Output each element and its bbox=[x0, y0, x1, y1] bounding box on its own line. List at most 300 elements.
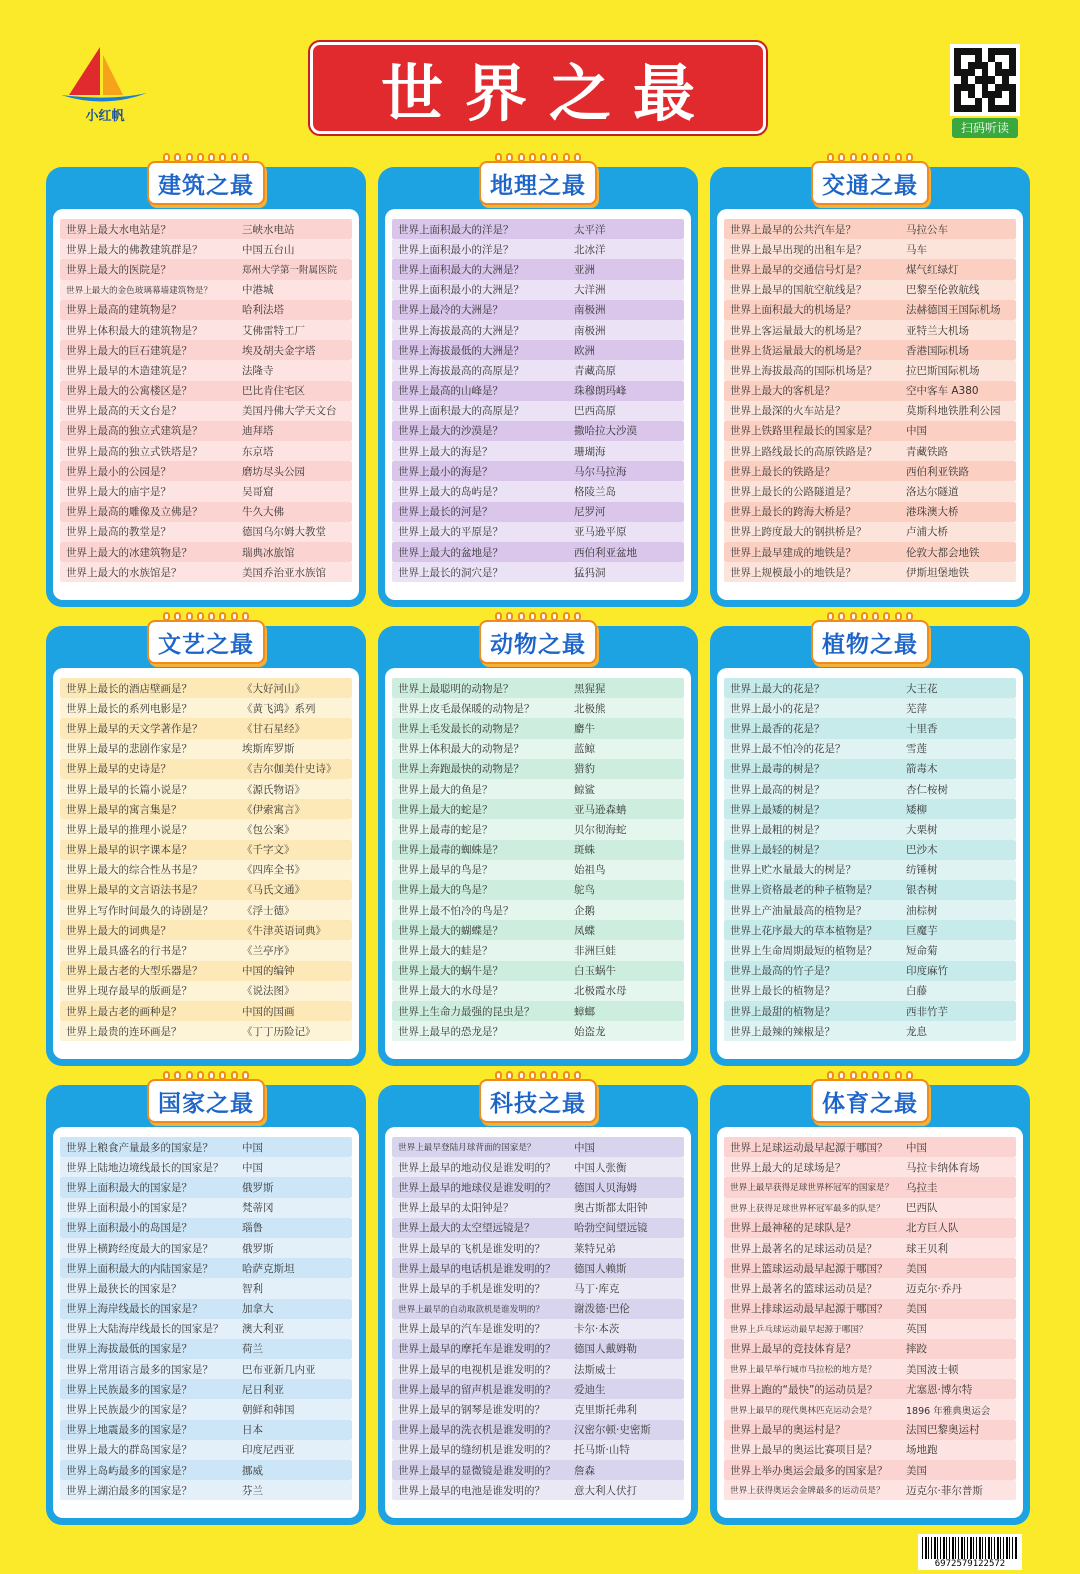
answer: 巨魔芋 bbox=[906, 924, 938, 937]
list-item bbox=[392, 1137, 684, 1157]
list-item bbox=[60, 542, 352, 562]
answer: 马拉卡纳体育场 bbox=[906, 1161, 980, 1174]
answer: 尼罗河 bbox=[574, 506, 606, 519]
answer: 迈克尔·菲尔普斯 bbox=[906, 1484, 983, 1497]
answer: 中国的编钟 bbox=[242, 965, 295, 978]
question: 世界上最长的洞穴是？ bbox=[398, 566, 503, 579]
list-item bbox=[60, 1319, 352, 1339]
answer: 空中客车 A380 bbox=[906, 385, 979, 398]
list-item bbox=[392, 1021, 684, 1041]
question: 世界上面积最大的内陆国家是？ bbox=[66, 1262, 213, 1275]
panel-heading bbox=[147, 1079, 265, 1123]
list-item bbox=[724, 360, 1016, 380]
question: 世界上最矮的树是？ bbox=[730, 803, 825, 816]
list-item bbox=[392, 1480, 684, 1500]
question: 世界上海岸线最长的国家是？ bbox=[66, 1303, 203, 1316]
list-item bbox=[724, 1379, 1016, 1399]
question: 世界上最聪明的动物是？ bbox=[398, 682, 514, 695]
answer: 猎豹 bbox=[574, 763, 595, 776]
question: 世界上最大的佛教建筑群是？ bbox=[66, 243, 203, 256]
list-item bbox=[724, 1359, 1016, 1379]
panel-title: 建筑之最 bbox=[158, 172, 254, 199]
question: 世界上湖泊最多的国家是？ bbox=[66, 1484, 192, 1497]
list-item bbox=[392, 860, 684, 880]
answer: 场地跑 bbox=[906, 1444, 938, 1457]
answer: 美国 bbox=[906, 1303, 927, 1316]
list-item bbox=[392, 840, 684, 860]
answer: 十里香 bbox=[906, 722, 938, 735]
panel-list bbox=[385, 668, 691, 1059]
list-item bbox=[724, 900, 1016, 920]
answer: 中国 bbox=[906, 1141, 927, 1154]
list-item bbox=[724, 542, 1016, 562]
list-item bbox=[392, 522, 684, 542]
question: 世界上最早的文言语法书是？ bbox=[66, 884, 203, 897]
list-item bbox=[392, 441, 684, 461]
list-item bbox=[60, 1420, 352, 1440]
answer: 巴沙木 bbox=[906, 844, 938, 857]
question: 世界上最大的海是？ bbox=[398, 445, 493, 458]
answer: 西伯利亚铁路 bbox=[906, 465, 969, 478]
list-item bbox=[392, 940, 684, 960]
list-item bbox=[392, 381, 684, 401]
brand-name: 小红帆 bbox=[85, 109, 125, 124]
answer: 《大好河山》 bbox=[242, 682, 305, 695]
list-item bbox=[724, 718, 1016, 738]
question: 世界上规模最小的地铁是？ bbox=[730, 566, 856, 579]
question: 世界上最早的推理小说是？ bbox=[66, 823, 192, 836]
answer: 北极霞水母 bbox=[574, 985, 627, 998]
question: 世界上最高的竹子是？ bbox=[730, 965, 835, 978]
question: 世界上体积最大的建筑物是？ bbox=[66, 324, 203, 337]
list-item bbox=[392, 1379, 684, 1399]
question: 世界上最大的蜗牛是？ bbox=[398, 965, 503, 978]
panel-2 bbox=[378, 167, 698, 607]
question: 世界上最大水电站是？ bbox=[66, 223, 171, 236]
list-item bbox=[60, 1339, 352, 1359]
list-item bbox=[724, 799, 1016, 819]
list-item bbox=[392, 542, 684, 562]
list-item bbox=[60, 259, 352, 279]
question: 世界上最长的公路隧道是？ bbox=[730, 486, 856, 499]
panel-title: 地理之最 bbox=[490, 172, 586, 199]
answer: 俄罗斯 bbox=[242, 1181, 274, 1194]
answer: 俄罗斯 bbox=[242, 1242, 274, 1255]
question: 世界上最早的电视机是谁发明的？ bbox=[398, 1363, 556, 1376]
list-item bbox=[60, 522, 352, 542]
question: 世界上最早的长篇小说是？ bbox=[66, 783, 192, 796]
list-item bbox=[724, 320, 1016, 340]
question: 世界上路线最长的高原铁路是？ bbox=[730, 445, 877, 458]
answer: 拉巴斯国际机场 bbox=[906, 364, 980, 377]
barcode-lines bbox=[922, 1537, 1018, 1559]
panel-heading bbox=[479, 1079, 597, 1123]
list-item bbox=[60, 481, 352, 501]
question: 世界上最早的木造建筑是？ bbox=[66, 364, 192, 377]
question: 世界上最大的水母是？ bbox=[398, 985, 503, 998]
answer: 珠穆朗玛峰 bbox=[574, 385, 627, 398]
list-item bbox=[60, 840, 352, 860]
question: 世界上最神秘的足球队是？ bbox=[730, 1222, 856, 1235]
answer: 香港国际机场 bbox=[906, 344, 969, 357]
list-item bbox=[724, 481, 1016, 501]
list-item bbox=[60, 441, 352, 461]
panel-7 bbox=[46, 1085, 366, 1525]
list-item bbox=[724, 239, 1016, 259]
question: 世界上最大的鱼是？ bbox=[398, 783, 493, 796]
list-item bbox=[724, 779, 1016, 799]
answer: 油棕树 bbox=[906, 904, 938, 917]
question: 世界上岛屿最多的国家是？ bbox=[66, 1464, 192, 1477]
list-item bbox=[392, 300, 684, 320]
list-item bbox=[60, 421, 352, 441]
list-item bbox=[60, 940, 352, 960]
question: 世界上最早的识字课本是？ bbox=[66, 844, 192, 857]
question: 世界上最早出现的出租车是？ bbox=[730, 243, 867, 256]
question: 世界上足球运动最早起源于哪国？ bbox=[730, 1141, 888, 1154]
question: 世界上最早的洗衣机是谁发明的？ bbox=[398, 1424, 556, 1437]
list-item bbox=[60, 562, 352, 582]
list-item bbox=[724, 1218, 1016, 1238]
question: 世界上常用语言最多的国家是？ bbox=[66, 1363, 213, 1376]
answer: 芜萍 bbox=[906, 702, 927, 715]
answer: 法隆寺 bbox=[242, 364, 274, 377]
binder-rings bbox=[495, 153, 581, 161]
list-item bbox=[724, 678, 1016, 698]
sailboat-icon bbox=[55, 45, 155, 105]
answer: 中国人张衡 bbox=[574, 1161, 627, 1174]
question: 世界上最香的花是？ bbox=[730, 722, 825, 735]
question: 世界上最小的公园是？ bbox=[66, 465, 171, 478]
question: 世界上最长的河是？ bbox=[398, 506, 493, 519]
answer: 梵蒂冈 bbox=[242, 1202, 274, 1215]
list-item bbox=[724, 1238, 1016, 1258]
question: 世界上最早的太阳钟是？ bbox=[398, 1202, 514, 1215]
answer: 乌拉圭 bbox=[906, 1181, 938, 1194]
answer: 印度麻竹 bbox=[906, 965, 948, 978]
answer: 《说法图》 bbox=[242, 985, 295, 998]
question: 世界上面积最小的国家是？ bbox=[66, 1202, 192, 1215]
answer: 鲸鲨 bbox=[574, 783, 595, 796]
list-item bbox=[392, 799, 684, 819]
list-item bbox=[724, 698, 1016, 718]
question: 世界上最早的显微镜是谁发明的？ bbox=[398, 1464, 556, 1477]
list-item bbox=[60, 1137, 352, 1157]
answer: 太平洋 bbox=[574, 223, 606, 236]
answer: 《包公案》 bbox=[242, 823, 295, 836]
question: 世界上最早的奥运村是？ bbox=[730, 1424, 846, 1437]
answer: 杏仁桉树 bbox=[906, 783, 948, 796]
answer: 欧洲 bbox=[574, 344, 595, 357]
answer: 非洲巨蛙 bbox=[574, 945, 616, 958]
question: 世界上民族最多的国家是？ bbox=[66, 1383, 192, 1396]
question: 世界上奔跑最快的动物是？ bbox=[398, 763, 524, 776]
answer: 猛犸洞 bbox=[574, 566, 606, 579]
list-item bbox=[392, 481, 684, 501]
list-item bbox=[60, 1379, 352, 1399]
list-item bbox=[724, 961, 1016, 981]
list-item bbox=[60, 1198, 352, 1218]
panel-list bbox=[53, 1127, 359, 1518]
question: 世界上乒乓球运动最早起源于哪国？ bbox=[730, 1324, 868, 1335]
list-item bbox=[392, 678, 684, 698]
list-item bbox=[724, 920, 1016, 940]
answer: 瑞典冰旅馆 bbox=[242, 546, 295, 559]
list-item bbox=[724, 1460, 1016, 1480]
brand-logo bbox=[55, 45, 155, 130]
answer: 煤气红绿灯 bbox=[906, 263, 959, 276]
list-item bbox=[724, 1480, 1016, 1500]
list-item bbox=[60, 219, 352, 239]
question: 世界上写作时间最久的诗剧是？ bbox=[66, 904, 213, 917]
list-item bbox=[60, 239, 352, 259]
list-item bbox=[724, 441, 1016, 461]
question: 世界上生命周期最短的植物是？ bbox=[730, 945, 877, 958]
question: 世界上面积最大的大洲是？ bbox=[398, 263, 524, 276]
answer: 芬兰 bbox=[242, 1484, 263, 1497]
answer: 大栗树 bbox=[906, 823, 938, 836]
answer: 卡尔·本茨 bbox=[574, 1323, 620, 1336]
answer: 《丁丁历险记》 bbox=[242, 1025, 316, 1038]
list-item bbox=[392, 1001, 684, 1021]
question: 世界上获得奥运会金牌最多的运动员是？ bbox=[730, 1486, 885, 1497]
question: 世界上最早的缝纫机是谁发明的？ bbox=[398, 1444, 556, 1457]
answer: 莫斯科地铁胜利公园 bbox=[906, 405, 1001, 418]
panel-heading bbox=[147, 620, 265, 664]
question: 世界上海拔最低的国家是？ bbox=[66, 1343, 192, 1356]
question: 世界上最早的钢琴是谁发明的？ bbox=[398, 1404, 545, 1417]
answer: 《千字文》 bbox=[242, 844, 295, 857]
answer: 亚马逊森蚺 bbox=[574, 803, 627, 816]
list-item bbox=[392, 1198, 684, 1218]
question: 世界上贮水量最大的树是？ bbox=[730, 864, 856, 877]
list-item bbox=[392, 219, 684, 239]
qr-code[interactable] bbox=[950, 44, 1020, 116]
question: 世界上最早的寓言集是？ bbox=[66, 803, 182, 816]
question: 世界上生命力最强的昆虫是？ bbox=[398, 1005, 535, 1018]
answer: 郑州大学第一附属医院 bbox=[242, 265, 338, 277]
list-item bbox=[392, 502, 684, 522]
question: 世界上最粗的树是？ bbox=[730, 823, 825, 836]
question: 世界上产油量最高的植物是？ bbox=[730, 904, 867, 917]
list-item bbox=[392, 239, 684, 259]
binder-rings bbox=[827, 153, 913, 161]
answer: 中国 bbox=[242, 1141, 263, 1154]
scan-listen-button[interactable]: 扫码听读 bbox=[952, 118, 1018, 138]
list-item bbox=[60, 718, 352, 738]
answer: 马拉公车 bbox=[906, 223, 948, 236]
answer: 卢浦大桥 bbox=[906, 526, 948, 539]
question: 世界上货运量最大的机场是？ bbox=[730, 344, 867, 357]
answer: 《牛津英语词典》 bbox=[242, 924, 326, 937]
list-item bbox=[392, 340, 684, 360]
answer: 马丁·库克 bbox=[574, 1282, 620, 1295]
list-item bbox=[392, 779, 684, 799]
answer: 埃及胡夫金字塔 bbox=[242, 344, 316, 357]
list-item bbox=[392, 1218, 684, 1238]
answer: 莱特兄弟 bbox=[574, 1242, 616, 1255]
list-item bbox=[60, 300, 352, 320]
question: 世界上最大的岛屿是？ bbox=[398, 486, 503, 499]
answer: 港珠澳大桥 bbox=[906, 506, 959, 519]
question: 世界上最大的鸟是？ bbox=[398, 884, 493, 897]
answer: 蓝鲸 bbox=[574, 743, 595, 756]
barcode-number: 6972579122572 bbox=[934, 1559, 1006, 1569]
question: 世界上最早的史诗是？ bbox=[66, 763, 171, 776]
panel-title: 国家之最 bbox=[158, 1090, 254, 1117]
question: 世界上面积最大的国家是？ bbox=[66, 1181, 192, 1194]
answer: 麝牛 bbox=[574, 722, 595, 735]
answer: 巴西高原 bbox=[574, 405, 616, 418]
list-item bbox=[392, 1177, 684, 1197]
question: 世界上最毒的蜘蛛是？ bbox=[398, 844, 503, 857]
answer: 短命菊 bbox=[906, 945, 938, 958]
list-item bbox=[724, 1339, 1016, 1359]
panel-heading bbox=[811, 1079, 929, 1123]
answer: 尤塞恩·博尔特 bbox=[906, 1383, 973, 1396]
list-item bbox=[392, 718, 684, 738]
list-item bbox=[724, 1001, 1016, 1021]
list-item bbox=[60, 461, 352, 481]
question: 世界上体积最大的动物是？ bbox=[398, 743, 524, 756]
answer: 黑猩猩 bbox=[574, 682, 606, 695]
answer: 迈克尔·乔丹 bbox=[906, 1282, 962, 1295]
panel-title: 动物之最 bbox=[490, 631, 586, 658]
answer: 始祖鸟 bbox=[574, 864, 606, 877]
question: 世界上排球运动最早起源于哪国？ bbox=[730, 1303, 888, 1316]
answer: 中国的国画 bbox=[242, 1005, 295, 1018]
question: 世界上最大的蛙是？ bbox=[398, 945, 493, 958]
question: 世界上最早的地球仪是谁发明的？ bbox=[398, 1181, 556, 1194]
answer: 矮柳 bbox=[906, 803, 927, 816]
answer: 伦敦大都会地铁 bbox=[906, 546, 980, 559]
panel-heading bbox=[147, 161, 265, 205]
answer: 伊斯坦堡地铁 bbox=[906, 566, 969, 579]
answer: 法国巴黎奥运村 bbox=[906, 1424, 980, 1437]
list-item bbox=[60, 759, 352, 779]
question: 世界上最早的天文学著作是？ bbox=[66, 722, 203, 735]
list-item bbox=[60, 860, 352, 880]
question: 世界上最不怕冷的鸟是？ bbox=[398, 904, 514, 917]
binder-rings bbox=[163, 153, 249, 161]
answer: 北冰洋 bbox=[574, 243, 606, 256]
answer: 英国 bbox=[906, 1323, 927, 1336]
question: 世界上最大的综合性丛书是？ bbox=[66, 864, 203, 877]
list-item bbox=[724, 1157, 1016, 1177]
list-item bbox=[60, 1299, 352, 1319]
list-item bbox=[60, 779, 352, 799]
list-item bbox=[392, 1319, 684, 1339]
list-item bbox=[60, 1238, 352, 1258]
question: 世界上皮毛最保暖的动物是？ bbox=[398, 702, 535, 715]
question: 世界上最小的海是？ bbox=[398, 465, 493, 478]
question: 世界上最早的手机是谁发明的？ bbox=[398, 1282, 545, 1295]
list-item bbox=[724, 1299, 1016, 1319]
list-item bbox=[392, 401, 684, 421]
answer: 白藤 bbox=[906, 985, 927, 998]
answer: 朝鲜和韩国 bbox=[242, 1404, 295, 1417]
question: 世界上面积最大的高原是？ bbox=[398, 405, 524, 418]
list-item bbox=[392, 1460, 684, 1480]
answer: 大王花 bbox=[906, 682, 938, 695]
list-item bbox=[724, 381, 1016, 401]
answer: 哈利法塔 bbox=[242, 304, 284, 317]
question: 世界上最大的太空望远镜是？ bbox=[398, 1222, 535, 1235]
question: 世界上最大的沙漠是？ bbox=[398, 425, 503, 438]
answer: 三峡水电站 bbox=[242, 223, 295, 236]
question: 世界上最早的交通信号灯是？ bbox=[730, 263, 867, 276]
answer: 智利 bbox=[242, 1282, 263, 1295]
list-item bbox=[724, 1319, 1016, 1339]
answer: 詹森 bbox=[574, 1464, 595, 1477]
list-item bbox=[60, 1278, 352, 1298]
question: 世界上最早举行城市马拉松的地方是？ bbox=[730, 1365, 877, 1376]
binder-rings bbox=[163, 1071, 249, 1079]
list-item bbox=[60, 1480, 352, 1500]
answer: 雪莲 bbox=[906, 743, 927, 756]
question: 世界上海拔最低的大洲是？ bbox=[398, 344, 524, 357]
question: 世界上最大的花是？ bbox=[730, 682, 825, 695]
question: 世界上最早的恐龙是？ bbox=[398, 1025, 503, 1038]
question: 世界上最具盛名的行书是？ bbox=[66, 945, 192, 958]
answer: 青藏高原 bbox=[574, 364, 616, 377]
answer: 撒哈拉大沙漠 bbox=[574, 425, 637, 438]
answer: 始盗龙 bbox=[574, 1025, 606, 1038]
list-item bbox=[392, 1299, 684, 1319]
panel-3 bbox=[710, 167, 1030, 607]
answer: 北方巨人队 bbox=[906, 1222, 959, 1235]
question: 世界上最大的足球场是？ bbox=[730, 1161, 846, 1174]
list-item bbox=[60, 920, 352, 940]
list-item bbox=[392, 320, 684, 340]
answer: 马尔马拉海 bbox=[574, 465, 627, 478]
panel-title: 文艺之最 bbox=[158, 631, 254, 658]
binder-rings bbox=[827, 612, 913, 620]
list-item bbox=[392, 1440, 684, 1460]
question: 世界上最早的摩托车是谁发明的？ bbox=[398, 1343, 556, 1356]
question: 世界上最长的酒店壁画是？ bbox=[66, 682, 192, 695]
answer: 巴黎至伦敦航线 bbox=[906, 284, 980, 297]
list-item bbox=[724, 940, 1016, 960]
list-item bbox=[724, 739, 1016, 759]
list-item bbox=[724, 280, 1016, 300]
question: 世界上最小的花是？ bbox=[730, 702, 825, 715]
question: 世界上最早的悲剧作家是？ bbox=[66, 743, 192, 756]
panel-heading bbox=[479, 620, 597, 664]
question: 世界上最大的蛇是？ bbox=[398, 803, 493, 816]
list-item bbox=[724, 502, 1016, 522]
question: 世界上最早的国航空航线是？ bbox=[730, 284, 867, 297]
question: 世界上最古老的画种是？ bbox=[66, 1005, 182, 1018]
answer: 克里斯托弗利 bbox=[574, 1404, 637, 1417]
answer: 企鹅 bbox=[574, 904, 595, 917]
question: 世界上陆地边境线最长的国家是？ bbox=[66, 1161, 224, 1174]
answer: 摔跤 bbox=[906, 1343, 927, 1356]
answer: 汉密尔顿·史密斯 bbox=[574, 1424, 651, 1437]
list-item bbox=[60, 1157, 352, 1177]
list-item bbox=[724, 522, 1016, 542]
question: 世界上最早的现代奥林匹克运动会是？ bbox=[730, 1405, 877, 1416]
question: 世界上最著名的篮球运动员是？ bbox=[730, 1282, 877, 1295]
question: 世界上最贵的连环画是？ bbox=[66, 1025, 182, 1038]
answer: 《马氏文通》 bbox=[242, 884, 305, 897]
list-item bbox=[60, 880, 352, 900]
question: 世界上最深的火车站是？ bbox=[730, 405, 846, 418]
list-item bbox=[724, 840, 1016, 860]
answer: 巴比肯住宅区 bbox=[242, 385, 305, 398]
panel-list bbox=[717, 209, 1023, 600]
question: 世界上最大的平原是？ bbox=[398, 526, 503, 539]
